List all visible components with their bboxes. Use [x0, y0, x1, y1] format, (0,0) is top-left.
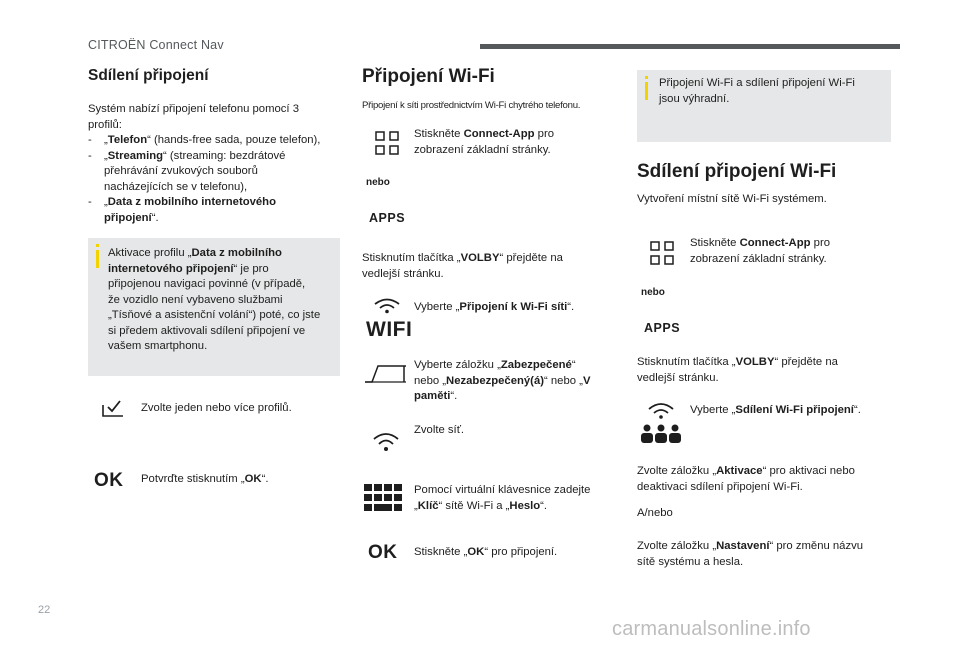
apps-button-icon: APPS [644, 321, 681, 335]
step-security-tab: Vyberte záložku „Zabezpečené“ nebo „Nezabezpečený(á)“ nebo „V paměti“. [414, 359, 591, 402]
section-heading-wifi-sharing: Sdílení připojení Wi-Fi [637, 161, 837, 182]
running-header: CITROËN Connect Nav [88, 38, 224, 52]
wifi-label-icon: WIFI [366, 318, 413, 341]
section-heading-sharing: Sdílení připojení [88, 67, 209, 84]
profile-item-streaming: - „Streaming“ (streaming: bezdrátové [88, 149, 286, 162]
wifi-signal-icon [372, 296, 402, 314]
ok-icon: OK [94, 470, 124, 491]
wifi-network-icon [372, 431, 400, 453]
step-wifi-connect: Vyberte „Připojení k Wi-Fi síti“. [414, 301, 575, 313]
connect-app-grid-icon [375, 131, 399, 155]
step-connect-app: Stiskněte Connect-App pro zobrazení základní stránky. [690, 237, 830, 265]
checkmark-select-icon [101, 398, 127, 418]
page-number: 22 [38, 604, 51, 616]
profile-item-telefon: - „Telefon“ (hands-free sada, pouze telefon), [88, 134, 321, 146]
sharing-intro: Systém nabízí připojení telefonu pomocí 3 profilů: - „Telefon“ (hands-free sada, pouze telefon), - „Streaming“ (streaming: bezdrátové přehrávání zvukových souborů nacházejících se v telefonu), - „Data z mobilního internetového připojení“. [88, 102, 348, 226]
apps-button-icon: APPS [369, 211, 406, 225]
and-or-label: A/nebo [637, 507, 673, 519]
step-enter-key: Pomocí virtuální klávesnice zadejte „Klíč“ sítě Wi-Fi a „Heslo“. [414, 484, 591, 512]
step-select-profiles: Zvolte jeden nebo více profilů. [141, 402, 292, 414]
header-rule [480, 44, 900, 49]
step-confirm-ok: Potvrďte stisknutím „OK“. [141, 473, 269, 485]
nebo-label: nebo [641, 287, 665, 298]
info-box-data-profile: Aktivace profilu „Data z mobilního internetového připojení“ je pro připojenou navigaci povinné (v případě, že vozidlo není vybaveno službami „Tísňové a asistenční volání“) poté, co jste si předem aktivovali sdílení připojení ve vašem smartphonu. [88, 238, 340, 376]
step-select-network: Zvolte síť. [414, 424, 465, 436]
wifi-subtitle: Připojení k síti prostřednictvím Wi-Fi chytrého telefonu. [362, 100, 581, 111]
step-settings-tab: Zvolte záložku „Nastavení“ pro změnu názvu sítě systému a hesla. [637, 540, 864, 568]
step-ok-connect: Stiskněte „OK“ pro připojení. [414, 546, 558, 558]
info-icon [96, 244, 99, 247]
keyboard-icon [364, 484, 404, 512]
wifi-hotspot-share-icon [640, 400, 682, 444]
tab-select-icon [364, 364, 408, 384]
nebo-label: nebo [366, 177, 390, 188]
ok-icon: OK [368, 542, 398, 563]
info-box-exclusive: Připojení Wi-Fi a sdílení připojení Wi-Fi jsou výhradní. [637, 70, 891, 142]
section-heading-wifi: Připojení Wi-Fi [362, 66, 495, 87]
step-share-wifi: Vyberte „Sdílení Wi-Fi připojení“. [690, 404, 861, 416]
profile-item-data: - „Data z mobilního internetového [88, 196, 276, 208]
wifi-sharing-intro: Vytvoření místní sítě Wi-Fi systémem. [637, 193, 827, 205]
info-icon [645, 76, 648, 79]
step-connect-app: Stiskněte Connect-App pro zobrazení základní stránky. [414, 128, 554, 156]
watermark: carmanualsonline.info [612, 618, 811, 640]
connect-app-grid-icon [650, 241, 674, 265]
step-volby: Stisknutím tlačítka „VOLBY“ přejděte na vedlejší stránku. [637, 356, 838, 384]
step-volby: Stisknutím tlačítka „VOLBY“ přejděte na vedlejší stránku. [362, 252, 563, 280]
step-activation-tab: Zvolte záložku „Aktivace“ pro aktivaci nebo deaktivaci sdílení připojení Wi-Fi. [637, 465, 855, 493]
